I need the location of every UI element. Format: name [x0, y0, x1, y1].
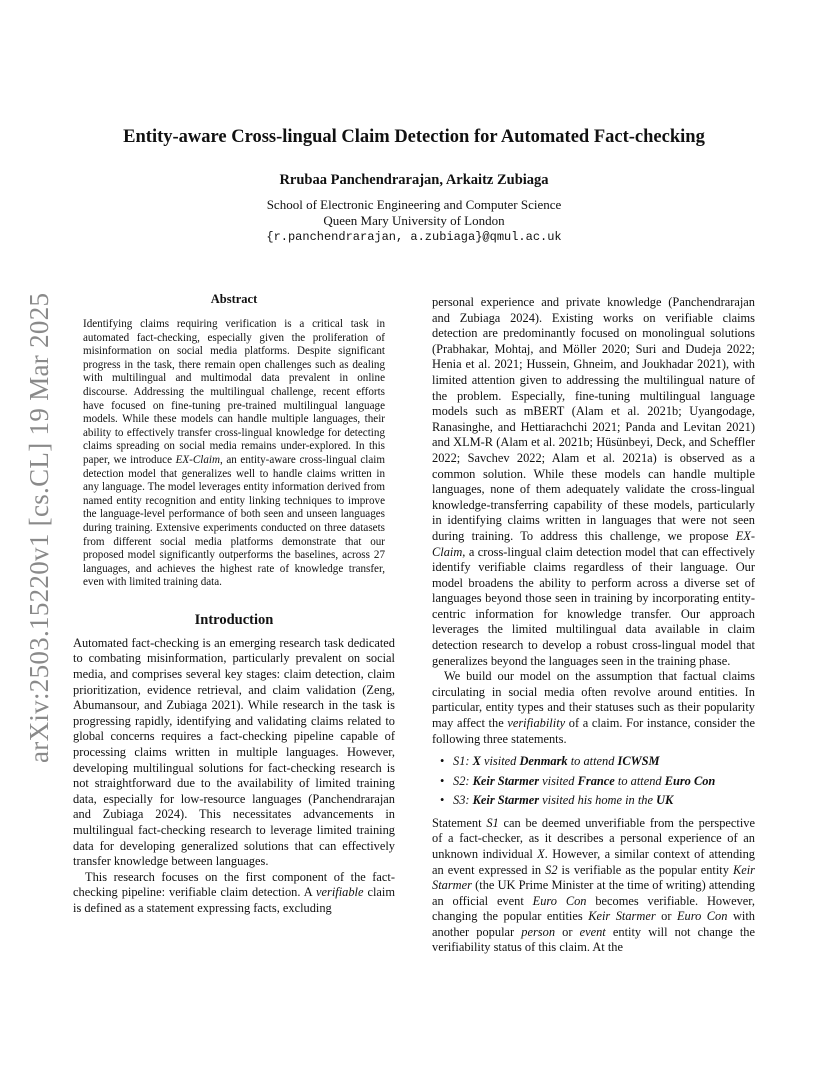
right-paragraph-3: Statement S1 can be deemed unverifiable from the perspective of a fact-checker, as it describes a personal experience of an unknown individual X. However, a similar context of attending an event expressed in S2 is verifiable as the popular entity Keir Starmer (the UK Prime Minister at the time of writing) attending an official event Euro Con becomes verifiable. However, changing the popular entities Keir Starmer or Euro Con with another popular person or event entity will not change the verifiability status of this claim. At the [432, 815, 756, 955]
paper-authors: Rrubaa Panchendrarajan, Arkaitz Zubiaga [279, 172, 549, 188]
introduction-heading: Introduction [194, 611, 274, 628]
example-statements-list [440, 752, 755, 811]
arxiv-identifier: arXiv:2503.15220v1 [cs.CL] 19 Mar 2025 [24, 292, 54, 763]
right-column [432, 295, 755, 956]
author-emails: {r.panchendrarajan, a.zubiaga}@qmul.ac.uk [266, 230, 562, 244]
right-paragraph-1: personal experience and private knowledge (Panchendrarajan and Zubiaga 2024). Existing works on verifiable claims detection are predominantly focused on monolingual solutions (Prabhakar, Mohtaj, and Möller 2020; Suri and Dudeja 2022; Henia et al. 2021; Hussein, Ghneim, and Joukhadar 2021), with limited attention given to addressing the multilingual nature of the problem. Especially, fine-tuning multilingual language models such as mBERT (Alam et al. 2021b; Uyangodage, Ranasinghe, and Hettiarachchi 2021; Panda and Levitan 2021) and XLM-R (Alam et al. 2021b; Hüsünbeyi, Deck, and Scheffler 2022; Savchev 2022; Alam et al. 2021a) is observed as a common solution. While these models can handle multiple languages, none of them adequately validate the cross-lingual knowledge-transferring capability of these models, particularly in identifying claims written in languages that were not seen during training. To address this challenge, we propose EX-Claim, a cross-lingual claim detection model that can effectively identify verifiable claims regardless of their language. Our model broadens the ability to perform across a diverse set of languages beyond those seen in training by incorporating entity-centric information for knowledge transfer. Our approach leverages the limited multilingual data available in claim detection research to develop a robust cross-lingual model that generalizes beyond the languages seen in the training phase. [432, 295, 755, 668]
abstract-heading: Abstract [210, 292, 258, 306]
right-paragraph-2: We build our model on the assumption that factual claims circulating in social media often revolve around entities. In particular, entity types and their statuses such as their popularity may affect the verifiability of a claim. For instance, consider the following three statements. [432, 669, 755, 746]
left-column [73, 292, 395, 917]
affiliation-school: School of Electronic Engineering and Computer Science [266, 197, 562, 212]
statement-s1: • S1: X visited Denmark to attend ICWSM [440, 752, 755, 772]
intro-paragraph-1: Automated fact-checking is an emerging research task dedicated to combating misinformation, particularly prevalent on social media, and comprises several key stages: claim detection, claim prioritization, evidence retrieval, and claim validation (Zeng, Abumansour, and Zubiaga 2021). While research in the task is progressing rapidly, identifying and validating claims related to global concerns requires a fact-checking pipeline capable of processing claims written in multiple languages. However, developing multilingual solutions for fact-checking research is not straightforward due to the availability of limited training data, especially for low-resource languages (Panchendrarajan and Zubiaga 2024). This necessitates advancements in multilingual fact-checking research to leverage limited training data for developing generalized solutions that can effectively transfer knowledge between languages. [73, 635, 395, 869]
paper-title: Entity-aware Cross-lingual Claim Detection for Automated Fact-checking [123, 127, 705, 147]
statement-s3: • S3: Keir Starmer visited his home in the UK [440, 791, 755, 811]
statement-s2: • S2: Keir Starmer visited France to attend Euro Con [440, 772, 755, 792]
intro-paragraph-2: This research focuses on the first component of the fact-checking pipeline: verifiable claim detection. A verifiable claim is defined as a statement expressing facts, excluding [73, 869, 395, 915]
arxiv-identifier-stamp [22, 285, 52, 765]
abstract-body: Identifying claims requiring verification is a critical task in automated fact-checking, especially given the proliferation of misinformation on social media platforms. Despite significant progress in the task, there remain open challenges such as dealing with multilingual and multimodal data prevalent in online discourse. Addressing the multilingual challenge, recent efforts have focused on fine-tuning pre-trained multilingual language models. While these models can handle multiple languages, their ability to effectively transfer cross-lingual knowledge for detecting claims spreading on social media remains under-explored. In this paper, we introduce EX-Claim, an entity-aware cross-lingual claim detection model that generalizes well to handle claims written in any language. The model leverages entity information derived from named entity recognition and entity linking techniques to improve the language-level performance of both seen and unseen languages during training. Extensive experiments conducted on three datasets from different social media platforms demonstrate that our proposed model significantly outperforms the baselines, across 27 languages, and achieves the highest rate of knowledge transfer, even with limited training data. [83, 318, 385, 589]
affiliation-university: Queen Mary University of London [323, 213, 505, 228]
author-affiliation [60, 197, 768, 245]
